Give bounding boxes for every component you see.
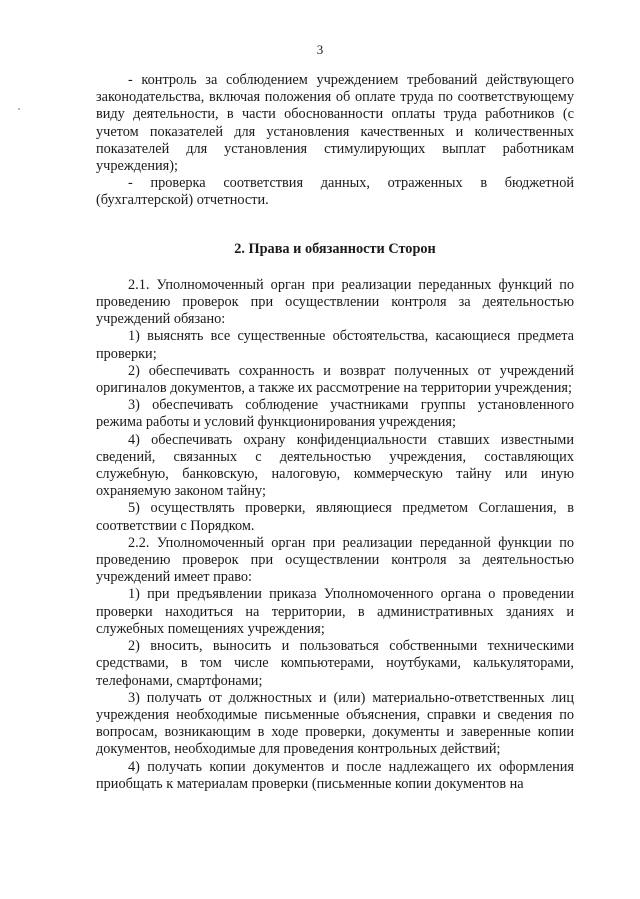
paragraph-2-2-item-2: 2) вносить, выносить и пользоваться собственными техническими средствами, в том числе компьютерами, ноутбуками, калькуляторами, телефонами, смартфонами; <box>96 638 574 689</box>
document-body <box>96 72 574 793</box>
paragraph-2-2-item-3: 3) получать от должностных и (или) материально-ответственных лиц учреждения необходимые письменные объяснения, справки и сведения по вопросам, возникающим в ходе проверки, документы и заверенные копии документов, необходимые для проведения контрольных действий; <box>96 689 574 758</box>
paragraph-2-1-item-5: 5) осуществлять проверки, являющиеся предметом Соглашения, в соответствии с Порядком. <box>96 500 574 534</box>
paragraph-2-1-item-4: 4) обеспечивать охрану конфиденциальности ставших известными сведений, связанных с деятельностью учреждения, составляющих служебную, банковскую, налоговую, коммерческую тайну или иную охраняемую законом тайну; <box>96 431 574 500</box>
section-title: 2. Права и обязанности Сторон <box>234 240 436 257</box>
paragraph-2-1-item-2: 2) обеспечивать сохранность и возврат полученных от учреждений оригиналов документов, а также их рассмотрение на территории учреждения; <box>96 362 574 397</box>
page-number: 3 <box>316 42 324 57</box>
paragraph-2-2-item-4: 4) получать копии документов и после надлежащего их оформления приобщать к материалам проверки (письменные копии документов на <box>96 758 574 792</box>
paragraph-2-2: 2.2. Уполномоченный орган при реализации переданной функции по проведению проверок при осуществлении контроля за деятельностью учреждений имеет право: <box>96 534 574 586</box>
paragraph-check-reporting: - проверка соответствия данных, отраженных в бюджетной (бухгалтерской) отчетности. <box>96 175 574 209</box>
paragraph-2-1-item-1: 1) выяснять все существенные обстоятельства, касающиеся предмета проверки; <box>96 328 574 362</box>
paragraph-2-1: 2.1. Уполномоченный орган при реализации переданных функций по проведению проверок при осуществлении контроля за деятельностью учреждений обязано: <box>96 276 574 328</box>
paragraph-control-salary: - контроль за соблюдением учреждением требований действующего законодательства, включая положения об оплате труда по соответствующему виду деятельности, в части обоснованности оплаты труда работников (с учетом показателей для установления качественных и количественных показателей для установления стимулирующих выплат работникам учреждения); <box>96 72 574 175</box>
paragraph-2-2-item-1: 1) при предъявлении приказа Уполномоченного органа о проведении проверки находиться на территории, в административных зданиях и служебных помещениях учреждения; <box>96 586 574 637</box>
paragraph-2-1-item-3: 3) обеспечивать соблюдение участниками группы установленного режима работы и условий функционирования учреждения; <box>96 397 574 431</box>
scan-speck <box>18 108 20 110</box>
